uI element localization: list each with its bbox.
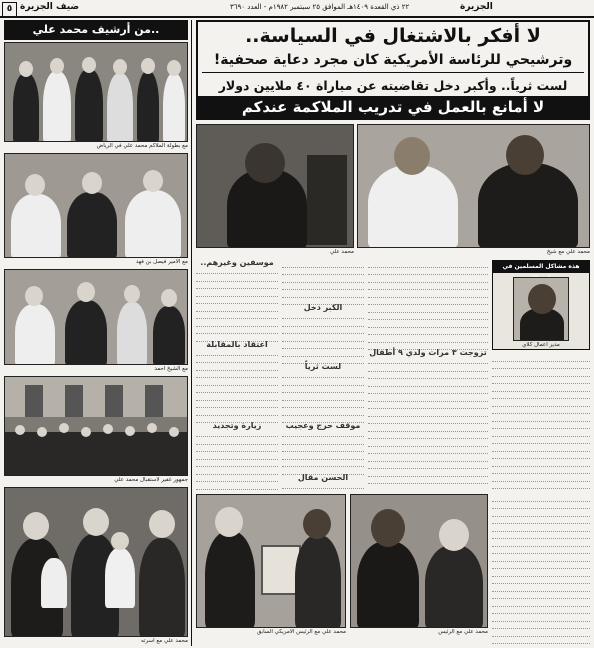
subhead-itiqad: اعتقاد بالمقابلة: [206, 339, 268, 349]
photo-ali-sheikh: [357, 124, 590, 248]
caption-ali-president-1: محمد علي مع الرئيس الأمريكي السابق: [256, 629, 346, 635]
headline-line-2: وترشيحي للرئاسة الأمريكية كان مجرد دعاية صحفية!: [213, 52, 573, 68]
sidebar-photo: [513, 277, 569, 341]
headline-line-3: لست ثرياً.. وأكبر دخل تقاضيته عن مباراة ٤٠ ملايين دولار: [218, 78, 568, 93]
caption-ali-sheikh: محمد علي مع شيخ: [546, 249, 590, 255]
archive-caption-4: جمهور غفير لاستقبال محمد علي: [114, 477, 188, 483]
sidebar-text: [492, 354, 590, 490]
page-number: ٥: [2, 2, 17, 17]
article-column-2: [282, 260, 364, 490]
archive-caption-5: محمد علي مع أسرته: [140, 638, 188, 644]
archive-caption-1: مع بطولة الملاكم محمد علي في الرياض: [96, 143, 188, 149]
archive-photo-1: [4, 42, 188, 142]
photo-ali-president-1: [196, 494, 346, 628]
photo-ali-boxing: [196, 124, 354, 248]
archive-caption-3: مع الشيخ أحمد: [154, 366, 188, 372]
caption-ali-president-2: محمد علي مع الرئيس: [438, 629, 488, 635]
subhead-kubr-dakhl: الكبر دخل: [303, 303, 343, 312]
subhead-lastu-thariyan: لست ثرياً: [304, 362, 342, 371]
headline-block: [196, 20, 590, 120]
section-title: ضيف الجزيرة: [20, 2, 80, 12]
subhead-hasan: الحسن مقال: [297, 472, 349, 482]
archive-photo-3: [4, 269, 188, 365]
archive-caption-2: مع الأمير فيصل بن فهد: [135, 259, 188, 265]
subhead-tazawwajt: تزوجت ٣ مرات ولدي ٩ أطفال: [369, 348, 487, 357]
masthead-bar: [0, 0, 594, 18]
photo-ali-president-2: [350, 494, 488, 628]
sidebar-caption: مدير أعمال كلاي: [522, 342, 560, 348]
column-divider: [191, 20, 192, 646]
subhead-mawsifin: موسفين وغيرهم..: [200, 260, 274, 267]
article-column-3: [368, 260, 488, 490]
sidebar-box: [492, 260, 590, 350]
sidebar-title: هذه مشاكل المسلمين في: [493, 261, 589, 273]
article-column-4: [492, 494, 590, 644]
headline-line-1: لا أفكر بالاشتغال في السياسة..: [245, 25, 541, 47]
article-column-1: [196, 260, 278, 490]
caption-ali-boxing: محمد علي: [330, 249, 354, 255]
subhead-mawqif: موقف حرج وعجيب: [285, 421, 361, 430]
paper-name: الجزيرة: [460, 2, 493, 12]
archive-photo-2: [4, 153, 188, 258]
date-line: ٢٢ ذي القعدة ١٤٠٩هـ الموافق ٢٥ سبتمبر ١٩٨٢م - العدد ٣٦٩٠: [230, 3, 410, 11]
headline-rule: [202, 72, 584, 73]
archive-photo-4: [4, 376, 188, 476]
archive-photo-5: [4, 487, 188, 637]
headline-line-4: لا أمانع بالعمل في تدريب الملاكمة عندكم: [198, 96, 588, 118]
subhead-ziyara: زيارة وتجديد: [212, 421, 262, 430]
archive-title: من أرشيف محمد علي..: [4, 20, 188, 40]
